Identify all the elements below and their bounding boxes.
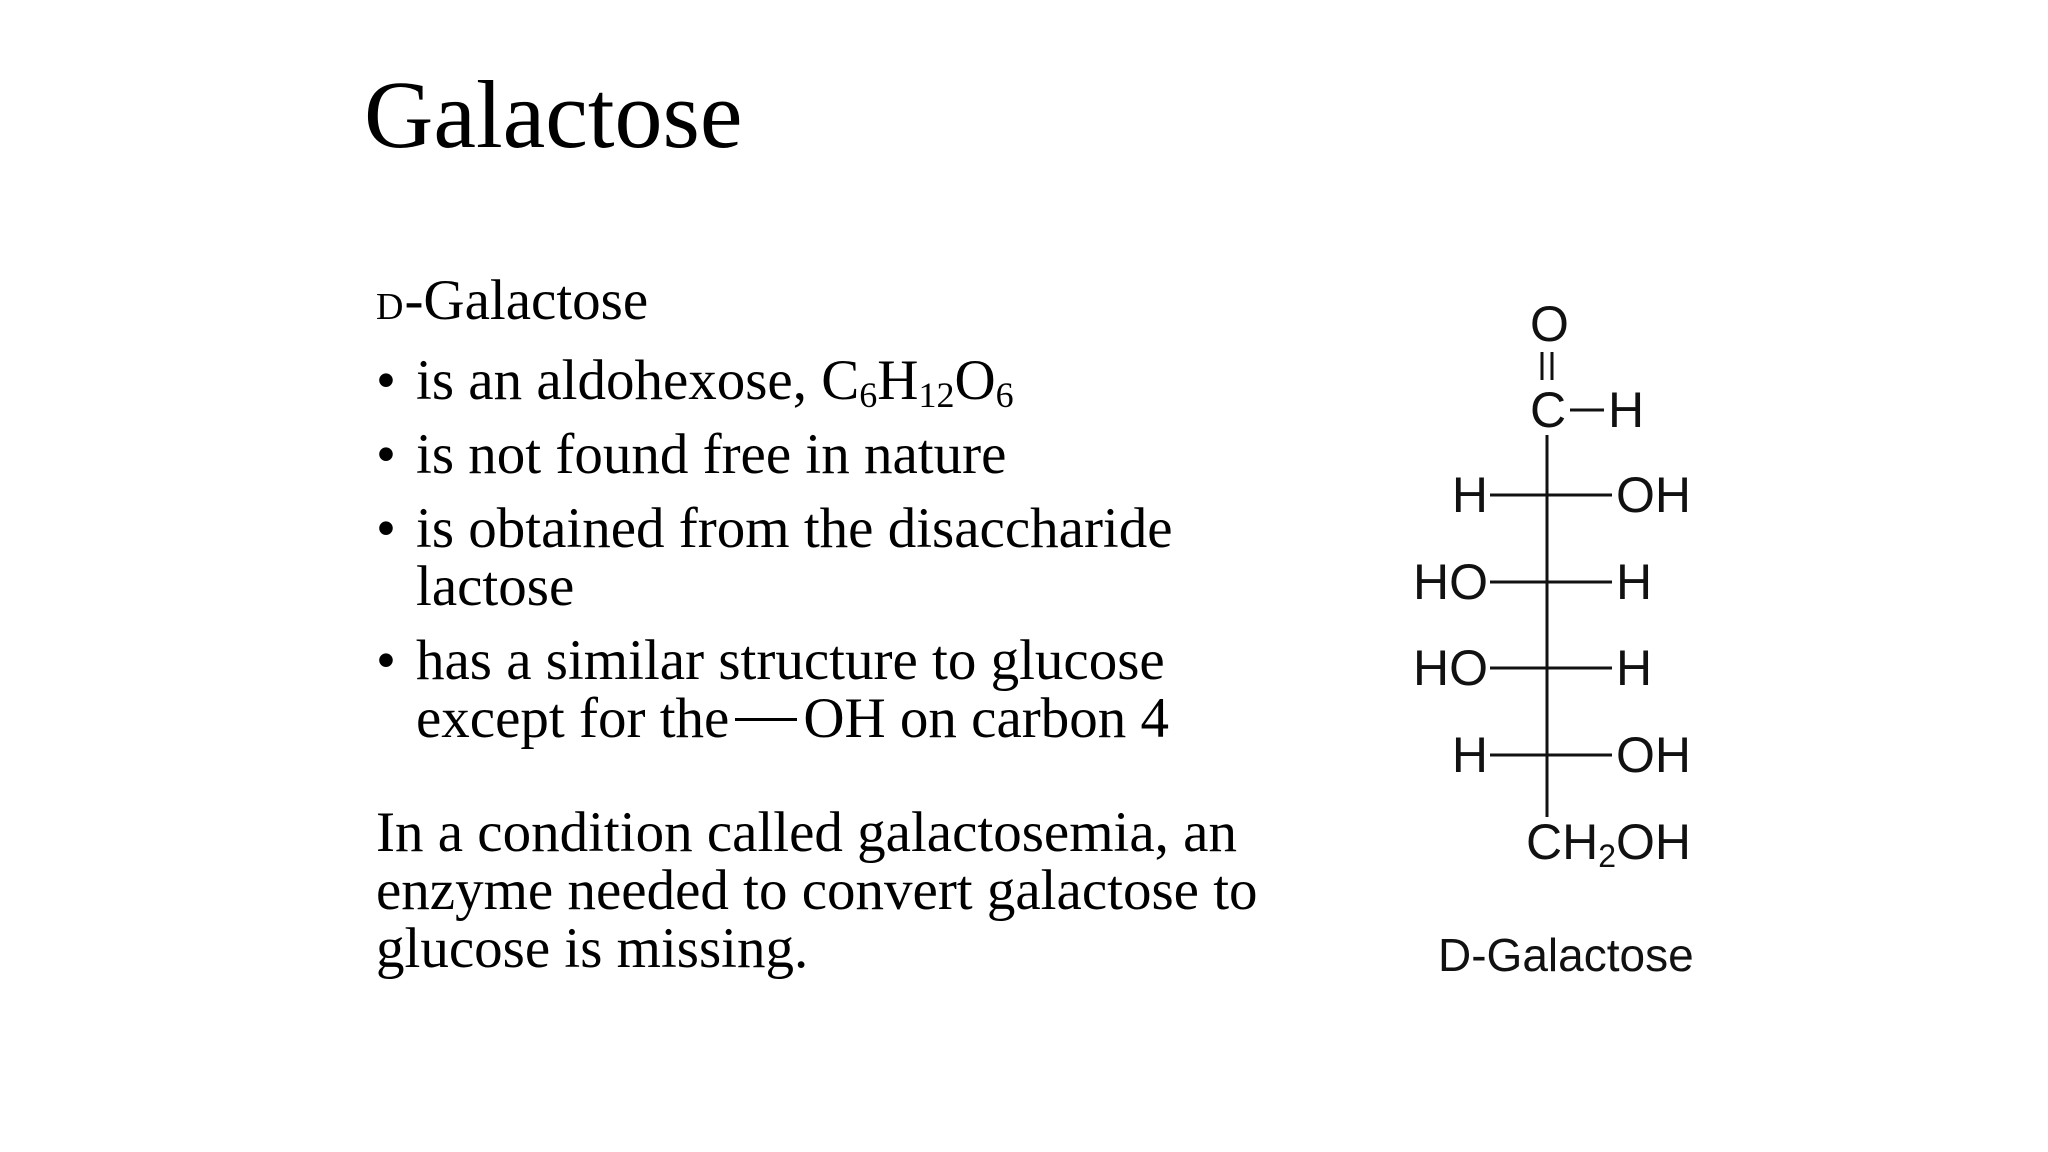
atom-row1-left: H (1451, 467, 1488, 523)
bullet-text-line1: has a similar structure to glucose (416, 629, 1165, 692)
fischer-projection (1380, 280, 1740, 1000)
paragraph-line3: glucose is missing. (376, 917, 809, 980)
atom-top-oxygen: O (1530, 296, 1569, 352)
atom-row3-right: H (1616, 640, 1653, 696)
atom-row2-left: HO (1413, 554, 1488, 610)
bullet-dot: • (376, 629, 396, 692)
bullet-text-line2: lactose (416, 555, 575, 618)
bullet-text: is an aldohexose, C (416, 349, 860, 412)
subscript: 6 (995, 375, 1014, 415)
atom-row2-right: H (1616, 554, 1653, 610)
bullet-item-similar-structure (376, 629, 1336, 750)
intro-name: -Galactose (404, 269, 649, 332)
subscript: 12 (918, 375, 955, 415)
paragraph-line1: In a condition called galactosemia, an (376, 801, 1237, 864)
bullet-dot: • (376, 497, 396, 560)
atom-bottom-subscript: 2 (1598, 838, 1617, 874)
subscript: 6 (859, 375, 878, 415)
bullet-text-line1: is obtained from the disaccharide (416, 497, 1173, 560)
bullet-dot: • (376, 349, 396, 412)
atom-row4-left: H (1451, 727, 1488, 783)
bullet-item-lactose (376, 497, 1336, 618)
bond-dash (735, 718, 797, 721)
atom-aldehyde-h: H (1608, 382, 1645, 438)
bullet-item-not-free (376, 423, 1336, 486)
bullet-text-line2-after: OH on carbon 4 (803, 687, 1170, 750)
galactosemia-paragraph (376, 801, 1336, 980)
structure-caption: D-Galactose (1438, 929, 1694, 981)
atom-carbonyl-carbon: C (1530, 382, 1567, 438)
intro-line (376, 269, 1336, 336)
slide-title: Galactose (364, 61, 743, 168)
atom-bottom-ch2oh (1526, 814, 1692, 874)
atom-row3-left: HO (1413, 640, 1488, 696)
bullet-text: is not found free in nature (416, 423, 1007, 486)
slide-body (376, 269, 1336, 980)
bullet-item-aldohexose (376, 349, 1336, 415)
paragraph-line2: enzyme needed to convert galactose to (376, 859, 1258, 922)
formula-part: H (877, 349, 919, 412)
atom-bottom-ch: CH (1526, 814, 1599, 870)
atom-bottom-oh: OH (1616, 814, 1692, 870)
intro-prefix: D (376, 286, 405, 328)
atom-row1-right: OH (1616, 467, 1691, 523)
atom-row4-right: OH (1616, 727, 1691, 783)
bullet-list (376, 349, 1336, 750)
formula-part: O (954, 349, 996, 412)
bullet-text-line2-before: except for the (416, 687, 730, 750)
bullet-dot: • (376, 423, 396, 486)
